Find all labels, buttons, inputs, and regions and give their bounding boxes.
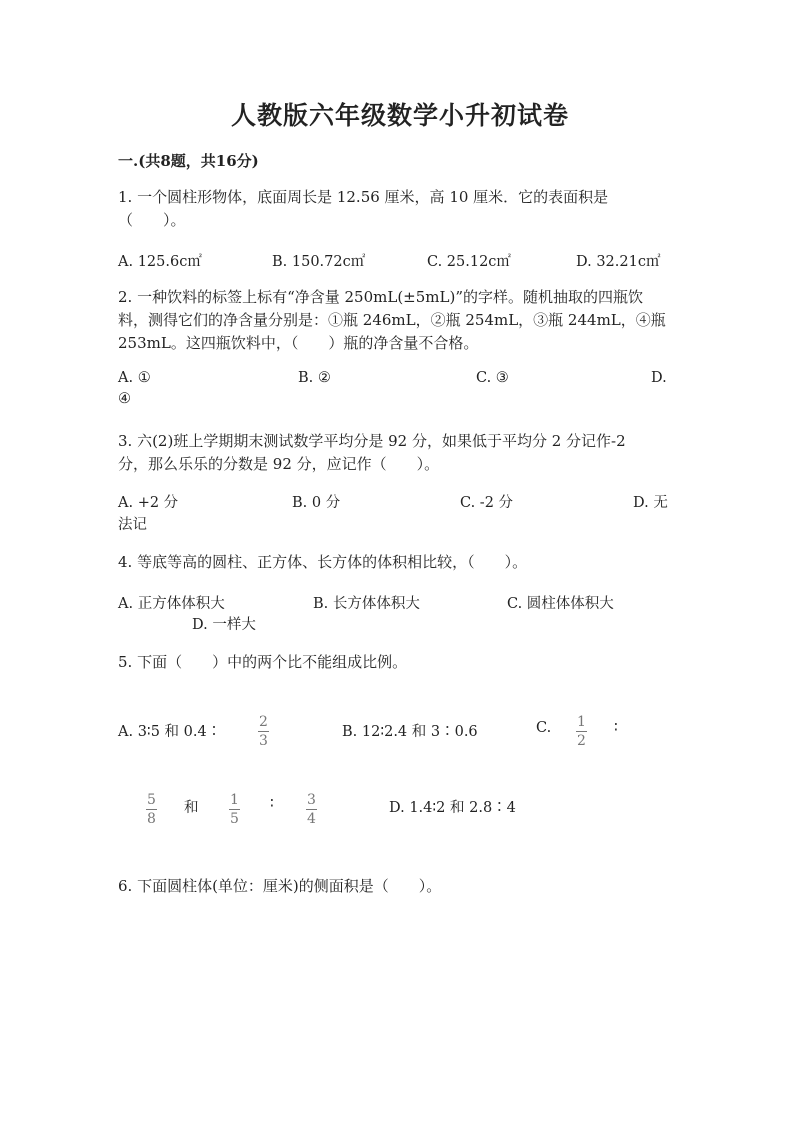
fraction-denominator: 2 — [577, 733, 586, 749]
q5-option-a-fraction — [258, 714, 269, 749]
q4-option-d: D. 一样大 — [192, 617, 256, 633]
question-4-line-1: 4. 等底等高的圆柱、正方体、长方体的体积相比较，（ ）。 — [118, 553, 528, 571]
q3-option-d: D. 无 — [633, 495, 668, 511]
fraction-denominator: 4 — [307, 811, 316, 827]
fraction-bar — [146, 809, 157, 810]
question-2-line-1: 2. 一种饮料的标签上标有“净含量 250mL(±5mL)”的字样。随机抽取的四瓶饮 — [118, 288, 644, 306]
q1-option-d: D. 32.21c㎡ — [576, 254, 661, 270]
q3-option-c: C. -2 分 — [460, 495, 514, 511]
fraction-denominator: 3 — [259, 733, 268, 749]
fraction-bar — [306, 809, 317, 810]
q2-option-d: D. — [651, 370, 667, 386]
fraction-bar — [229, 809, 240, 810]
question-2-line-2: 料，测得它们的净含量分别是：①瓶 246mL，②瓶 254mL，③瓶 244mL，④瓶 — [118, 311, 666, 329]
q5-option-c-fraction-3 — [229, 792, 240, 827]
q2-option-d-wrap: ④ — [118, 391, 131, 407]
q4-option-c: C. 圆柱体体积大 — [507, 596, 614, 612]
q1-option-a: A. 125.6c㎡ — [118, 254, 202, 270]
q3-option-d-wrap: 法记 — [118, 517, 147, 533]
section-header: 一.(共8题，共16分) — [118, 152, 259, 170]
q4-option-a: A. 正方体体积大 — [118, 596, 225, 612]
q5-option-c-colon-2: ∶ — [270, 796, 274, 812]
fraction-numerator: 2 — [259, 714, 268, 730]
q5-option-c-fraction-2 — [146, 792, 157, 827]
q3-option-a: A. +2 分 — [118, 495, 179, 511]
question-3-line-2: 分，那么乐乐的分数是 92 分，应记作（ ）。 — [118, 455, 440, 473]
q1-option-c: C. 25.12c㎡ — [427, 254, 511, 270]
fraction-bar — [258, 731, 269, 732]
question-1-line-1: 1. 一个圆柱形物体，底面周长是 12.56 厘米，高 10 厘米．它的表面积是 — [118, 188, 609, 206]
fraction-numerator: 1 — [230, 792, 239, 808]
q5-option-c-label: C. — [536, 720, 552, 736]
page-title: 人教版六年级数学小升初试卷 — [230, 101, 569, 130]
q5-option-b: B. 12∶2.4 和 3∶0.6 — [342, 724, 478, 740]
q5-option-c-fraction-1 — [576, 714, 587, 749]
q2-option-c: C. ③ — [476, 370, 509, 386]
question-5-line-1: 5. 下面（ ）中的两个比不能组成比例。 — [118, 653, 408, 671]
q5-option-d: D. 1.4∶2 和 2.8∶4 — [389, 800, 516, 816]
q2-option-a: A. ① — [118, 370, 151, 386]
fraction-bar — [576, 731, 587, 732]
q5-option-c-and: 和 — [184, 800, 199, 816]
fraction-numerator: 3 — [307, 792, 316, 808]
question-2-line-3: 253mL。这四瓶饮料中，（ ）瓶的净含量不合格。 — [118, 334, 479, 352]
q2-option-b: B. ② — [298, 370, 331, 386]
fraction-denominator: 8 — [147, 811, 156, 827]
fraction-numerator: 5 — [147, 792, 156, 808]
q3-option-b: B. 0 分 — [292, 495, 341, 511]
q5-option-c-fraction-4 — [306, 792, 317, 827]
fraction-numerator: 1 — [577, 714, 586, 730]
q4-option-b: B. 长方体体积大 — [313, 596, 420, 612]
question-3-line-1: 3. 六(2)班上学期期末测试数学平均分是 92 分，如果低于平均分 2 分记作-2 — [118, 432, 626, 450]
fraction-denominator: 5 — [230, 811, 239, 827]
question-6-line-1: 6. 下面圆柱体(单位：厘米)的侧面积是（ ）。 — [118, 877, 442, 895]
q5-option-a-text: A. 3∶5 和 0.4∶ — [118, 724, 222, 740]
q5-option-c-colon-1: ∶ — [614, 720, 618, 736]
question-1-line-2: （ ）。 — [118, 211, 186, 229]
q1-option-b: B. 150.72c㎡ — [272, 254, 366, 270]
